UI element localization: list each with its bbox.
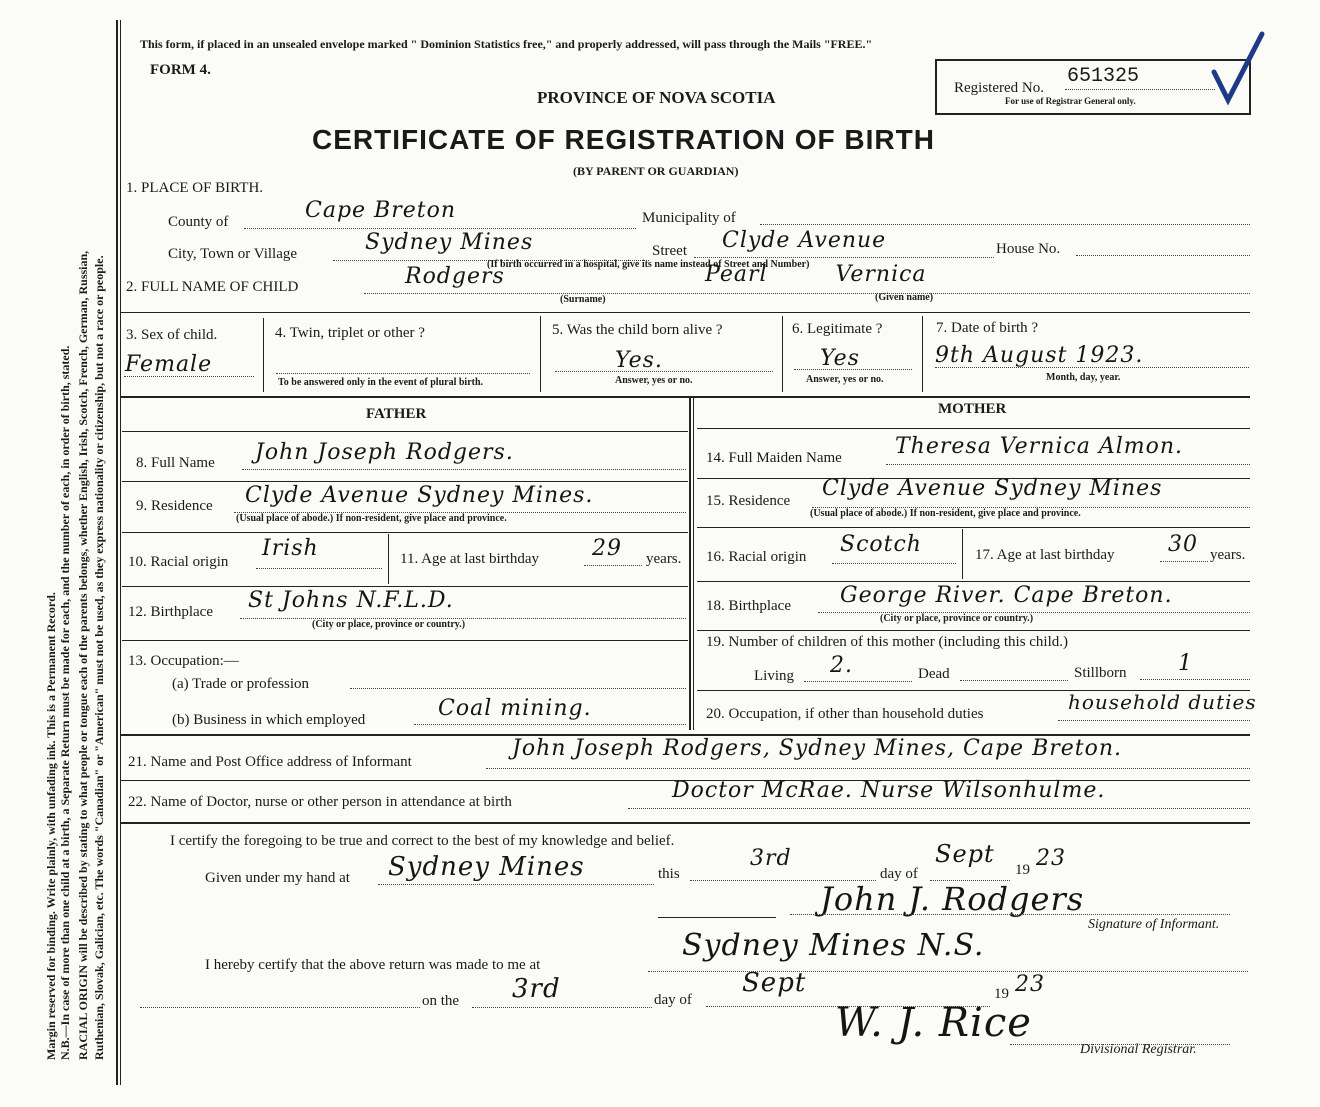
mother-stillborn-value: 1 [1178,651,1193,676]
return-made-label: I hereby certify that the above return was made to me at [205,957,541,973]
certify-statement: I certify the foregoing to be true and correct to the best of my knowledge and belief. [170,833,675,849]
doctor-label: 22. Name of Doctor, nurse or other person in attendance at birth [128,794,512,810]
return-year-prefix: 19 [994,986,1009,1002]
return-day-value: 3rd [512,974,561,1004]
dob-label: 7. Date of birth ? [936,320,1039,336]
return-place-value: Sydney Mines N.S. [682,928,985,963]
given-under-hand-label: Given under my hand at [205,870,350,886]
born-alive-note: Answer, yes or no. [615,375,693,386]
given-name-caption: (Given name) [875,292,934,303]
form-number: FORM 4. [150,62,211,78]
mother-heading: MOTHER [938,401,1007,417]
mother-occupation-value: household duties [1068,690,1257,714]
dob-note: Month, day, year. [1046,372,1121,383]
father-race-label: 10. Racial origin [128,554,229,570]
mother-race-value: Scotch [840,532,922,557]
registered-label: Registered No. [954,80,1044,96]
hospital-note: (If birth occurred in a hospital, give its name instead of Street and Number) [487,259,810,270]
given-month-value: Sept [935,840,995,868]
street-value: Clyde Avenue [722,228,887,253]
father-birthplace-note: (City or place, province or country.) [312,619,466,630]
informant-signature: John J. Rodgers [820,880,1085,918]
registrar-signature: W. J. Rice [835,1000,1032,1046]
return-month-value: Sept [742,968,807,998]
return-year-value: 23 [1015,972,1045,997]
mother-occupation-label: 20. Occupation, if other than household duties [706,706,984,722]
surname-caption: (Surname) [560,294,606,305]
mother-children-label: 19. Number of children of this mother (including this child.) [706,634,1069,650]
margin-note-racial-2: Ruthenian, Slovak, Galician, etc. The words "Canadian" or "American" must not be used, as they express nationality or citizenship, but not a race or people. [92,255,106,1060]
mother-residence-label: 15. Residence [706,493,791,509]
child-name-label: 2. FULL NAME OF CHILD [126,279,299,295]
mother-living-label: Living [754,668,794,684]
father-residence-note: (Usual place of abode.) If non-resident, give place and province. [236,513,507,524]
informant-label: 21. Name and Post Office address of Informant [128,754,412,770]
mother-birthplace-value: George River. Cape Breton. [840,583,1173,608]
margin-note-nb: N.B.—In case of more than one child at a birth, a Separate Return must be made for each, and the number of each, in order of birth, stated. [58,345,72,1060]
father-trade-label: (a) Trade or profession [172,676,310,692]
mother-stillborn-label: Stillborn [1074,665,1127,681]
born-alive-value: Yes. [615,348,663,373]
registrar-caption: Divisional Registrar. [1080,1042,1197,1057]
father-residence-label: 9. Residence [136,498,213,514]
city-label: City, Town or Village [168,246,298,262]
province-heading: PROVINCE OF NOVA SCOTIA [537,88,776,107]
registration-box [935,59,1251,115]
informant-signature-caption: Signature of Informant. [1088,917,1220,932]
mother-age-label: 17. Age at last birthday [975,547,1115,563]
day-of-label: day of [880,866,918,882]
sex-label: 3. Sex of child. [126,327,218,343]
mother-living-value: 2. [830,653,853,678]
margin-note-binding: Margin reserved for binding. Write plainly, with unfading ink. This is a Permanent Record. [44,592,58,1060]
twin-note: To be answered only in the event of plural birth. [278,377,484,388]
mother-birthplace-label: 18. Birthplace [706,598,791,614]
mother-residence-value: Clyde Avenue Sydney Mines [822,476,1163,501]
father-birthplace-label: 12. Birthplace [128,604,213,620]
street-label: Street [652,243,687,259]
father-business-label: (b) Business in which employed [172,712,366,728]
informant-value: John Joseph Rodgers, Sydney Mines, Cape Breton. [512,736,1123,761]
county-value: Cape Breton [305,198,457,223]
this-label: this [658,866,680,882]
left-border-inner [120,20,121,1085]
father-name-value: John Joseph Rodgers. [255,440,514,465]
doctor-value: Doctor McRae. Nurse Wilsonhulme. [672,778,1106,803]
city-value: Sydney Mines [365,230,534,255]
child-given-name: Pearl Vernica [705,262,927,287]
dob-value: 9th August 1923. [935,343,1144,368]
father-age-label: 11. Age at last birthday [400,551,539,567]
mother-race-label: 16. Racial origin [706,549,807,565]
given-place-value: Sydney Mines [388,852,585,882]
father-residence-value: Clyde Avenue Sydney Mines. [245,483,594,508]
twin-label: 4. Twin, triplet or other ? [275,325,425,341]
registered-number: 651325 [1067,65,1140,88]
given-day-value: 3rd [750,846,792,871]
child-surname: Rodgers [405,264,505,289]
page-title: CERTIFICATE OF REGISTRATION OF BIRTH [312,124,935,155]
father-years-label: years. [646,551,682,567]
mother-residence-note: (Usual place of abode.) If non-resident, give place and province. [810,508,1081,519]
return-day-of-label: day of [654,992,692,1008]
mother-birthplace-note: (City or place, province or country.) [880,613,1034,624]
legitimate-label: 6. Legitimate ? [792,321,883,337]
father-age-value: 29 [592,536,622,561]
given-year-prefix: 19 [1015,862,1030,878]
father-birthplace-value: St Johns N.F.L.D. [248,588,454,613]
father-business-value: Coal mining. [438,696,592,721]
mother-age-value: 30 [1168,532,1198,557]
on-the-label: on the [422,993,460,1009]
sex-value: Female [125,352,213,377]
mother-name-label: 14. Full Maiden Name [706,450,842,466]
left-border [116,20,118,1085]
checkmark-icon [1210,30,1270,110]
born-alive-label: 5. Was the child born alive ? [552,322,723,338]
legitimate-note: Answer, yes or no. [806,374,884,385]
father-name-label: 8. Full Name [136,455,215,471]
place-of-birth-heading: 1. PLACE OF BIRTH. [126,180,264,196]
mother-dead-label: Dead [918,666,950,682]
municipality-label: Municipality of [642,210,736,226]
mother-years-label: years. [1210,547,1246,563]
father-occupation-label: 13. Occupation:— [128,653,239,669]
house-label: House No. [996,241,1061,257]
mother-name-value: Theresa Vernica Almon. [895,434,1184,459]
father-race-value: Irish [262,536,319,561]
given-year-value: 23 [1036,846,1066,871]
father-heading: FATHER [366,406,427,422]
county-label: County of [168,214,229,230]
registrar-note: For use of Registrar General only. [1005,96,1136,106]
page-subtitle: (BY PARENT OR GUARDIAN) [573,164,739,178]
legitimate-value: Yes [820,346,860,371]
margin-note-racial-1: RACIAL ORIGIN will be described by stating to what people or tongue each of the parents belongs, whether English, Irish, Scotch, French, German, Russian, [76,250,90,1060]
postal-note: This form, if placed in an unsealed envelope marked " Dominion Statistics free," and properly addressed, will pass through the Mails "FREE." [140,37,873,51]
